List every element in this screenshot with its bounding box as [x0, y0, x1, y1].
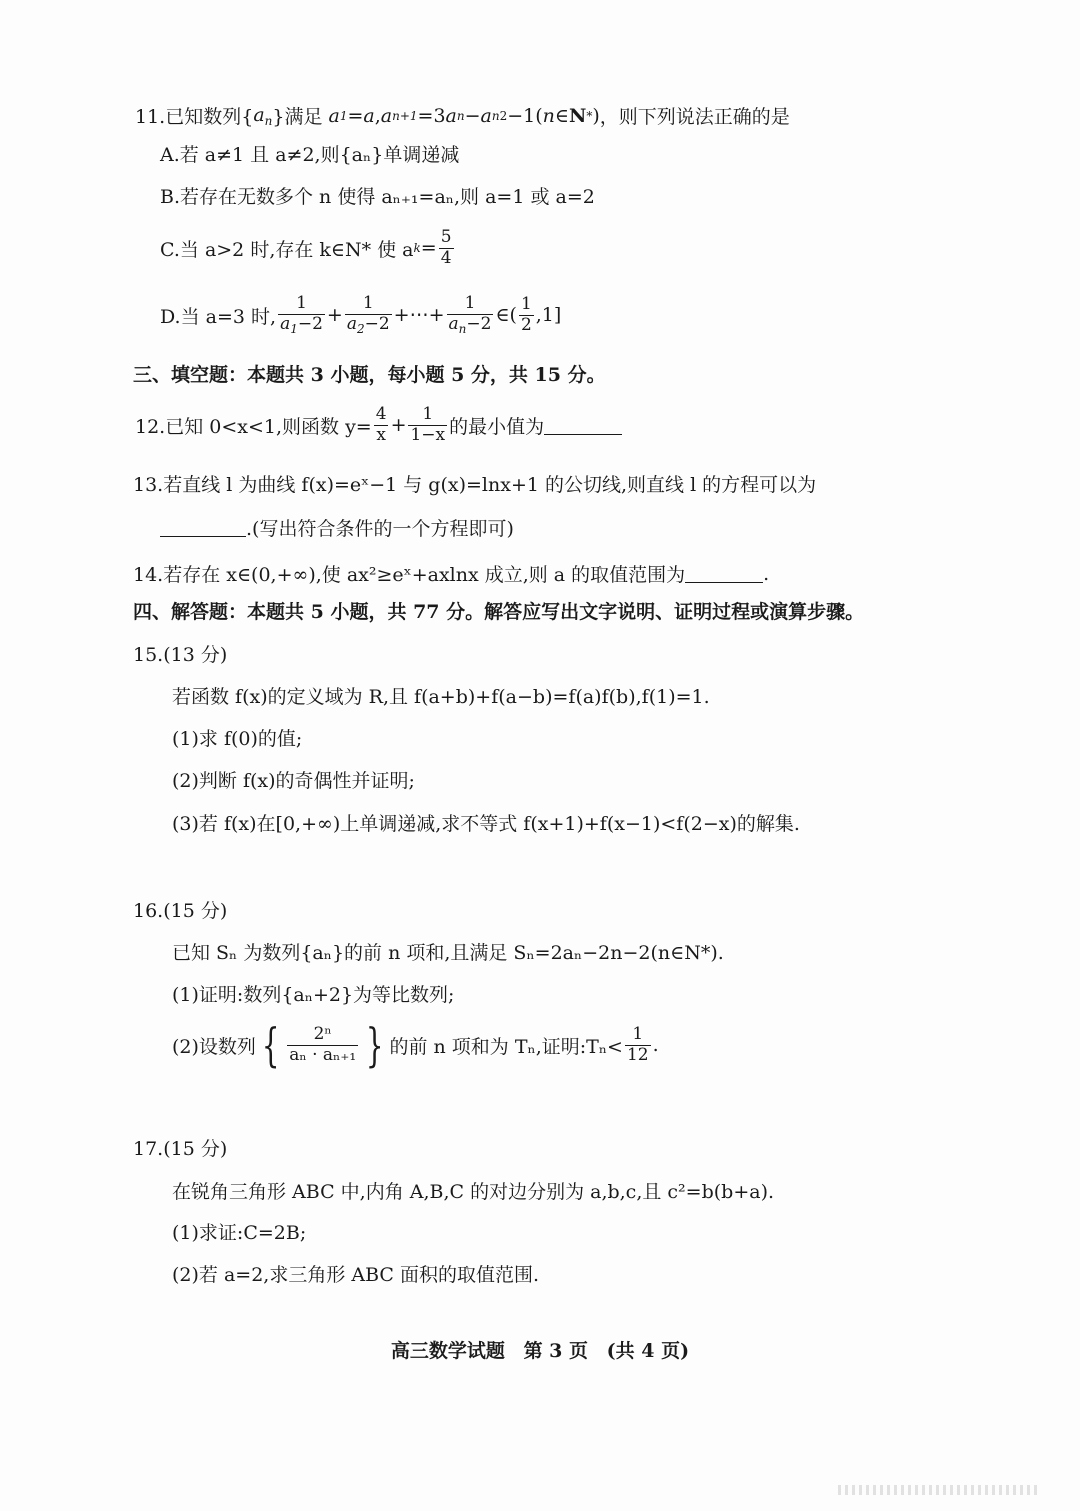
q12: 12.已知 0<x<1,则函数 y= $\frac{4}{x}$ + $\frac{1}{1-x}$ 的最小值为: [135, 405, 622, 445]
q15-stem: 若函数 f(x)的定义域为 R,且 f(a+b)+f(a−b)=f(a)f(b),f(1)=1.: [172, 686, 710, 708]
q17-stem: 在锐角三角形 ABC 中,内角 A,B,C 的对边分别为 a,b,c,且 c²=b(b+a).: [172, 1181, 775, 1203]
q17-part2: (2)若 a=2,求三角形 ABC 面积的取值范围.: [172, 1264, 540, 1286]
q16-part1: (1)证明:数列{aₙ+2}为等比数列;: [172, 984, 455, 1006]
footer-subject: 高三数学试题: [390, 1340, 505, 1362]
q14-answer-blank: [685, 564, 763, 583]
q13-line2: .(写出符合条件的一个方程即可): [160, 514, 514, 541]
scroll-indicator[interactable]: [838, 1485, 1038, 1495]
q13-line1: 13.若直线 l 为曲线 f(x)=eˣ−1 与 g(x)=lnx+1 的公切线,则直线 l 的方程可以为: [133, 474, 817, 496]
q11-option-b: B.若存在无数多个 n 使得 aₙ₊₁=aₙ,则 a=1 或 a=2: [160, 186, 595, 208]
q13-answer-blank: [160, 518, 246, 537]
q15-part1: (1)求 f(0)的值;: [172, 728, 303, 750]
q11-option-c: C.当 a>2 时,存在 k∈N* 使 a k = $\frac{5}{4}$: [160, 227, 452, 268]
q15-head: 15.(13 分): [133, 644, 228, 666]
q16-stem: 已知 Sₙ 为数列{aₙ}的前 n 项和,且满足 Sₙ=2aₙ−2n−2(n∈N*).: [172, 942, 724, 964]
q11-stem: 11.已知数列{ $a_n$ }满足 a 1 = a , a n+1 =3 a n − a n 2 −1( n ∈ N * ) ，则下列说法正确的是: [135, 103, 790, 128]
q11-option-a: A.若 a≠1 且 a≠2,则{aₙ}单调递减: [160, 144, 460, 166]
q11-c-fraction: $\frac{5}{4}$: [440, 227, 452, 268]
footer-total: (共 4 页): [606, 1340, 690, 1362]
q12-answer-blank: [544, 416, 622, 435]
q15-part3: (3)若 f(x)在[0,+∞)上单调递减,求不等式 f(x+1)+f(x−1)<f(2−x)的解集.: [172, 813, 800, 835]
q17-part1: (1)求证:C=2B;: [172, 1222, 307, 1244]
q17-head: 17.(15 分): [133, 1138, 228, 1160]
section-4-heading: 四、解答题：本题共 5 小题，共 77 分。解答应写出文字说明、证明过程或演算步骤。: [133, 601, 865, 623]
q14: 14.若存在 x∈(0,+∞),使 ax²≥eˣ+axlnx 成立,则 a 的取值范围为 .: [133, 562, 770, 586]
q11-option-d: D.当 a=3 时, $\frac{1}{a_1-2}$ + $\frac{1}{a_2-2}$ +⋯+ $\frac{1}{a_n-2}$ ∈( $\frac{1}{2}$ ,1]: [160, 293, 562, 336]
page-footer: [0, 1336, 1080, 1363]
q15-part2: (2)判断 f(x)的奇偶性并证明;: [172, 770, 415, 792]
section-3-heading: 三、填空题：本题共 3 小题，每小题 5 分，共 15 分。: [133, 364, 606, 386]
q16-head: 16.(15 分): [133, 900, 228, 922]
footer-page: 第 3 页: [523, 1340, 589, 1362]
q16-part2: (2)设数列 { $\frac{\text{2ⁿ}}{\text{aₙ · aₙ₊₁}}$ } 的前 n 项和为 Tₙ,证明:Tₙ< $\frac{1}{12}$ .: [172, 1018, 659, 1072]
